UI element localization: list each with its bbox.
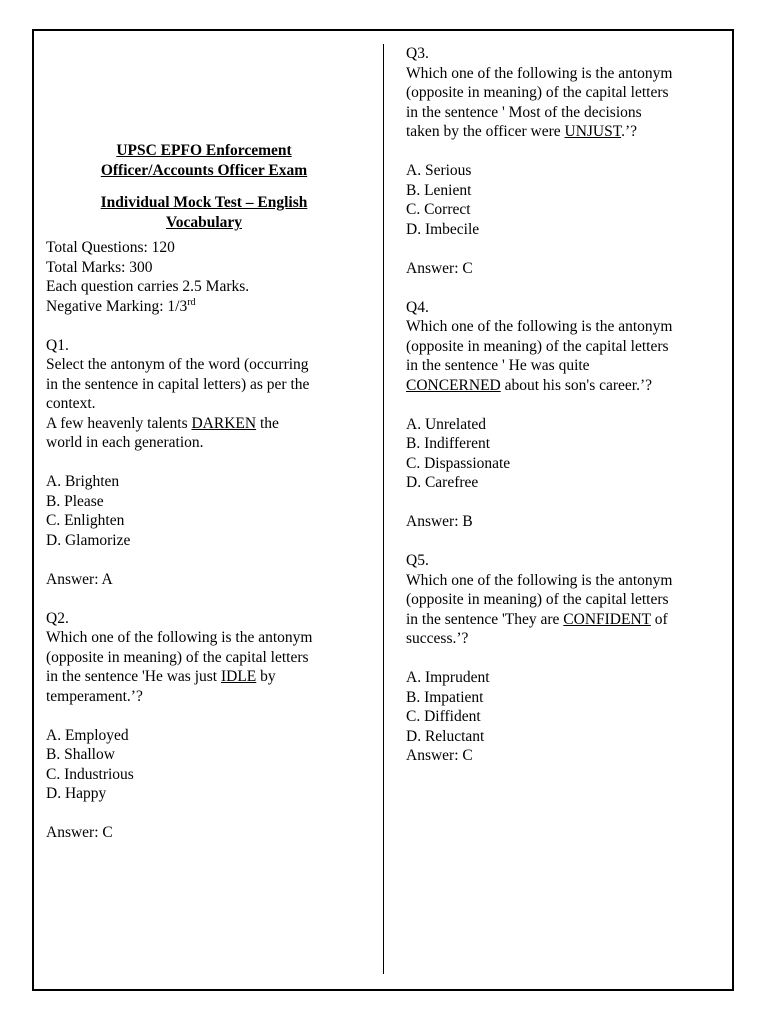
question-5: Q5. Which one of the following is the antonym (opposite in meaning) of the capital letters in the sentence 'They are CONFIDENT of success.’? A. Imprudent B. Impatient C. Diffident D. Reluctant Answer: C bbox=[406, 551, 722, 766]
answer: Answer: B bbox=[406, 513, 473, 530]
option: D. Carefree bbox=[406, 474, 479, 491]
right-column bbox=[406, 44, 722, 766]
target-word: IDLE bbox=[220, 668, 257, 685]
question-label: Q3. bbox=[406, 45, 429, 62]
answer: Answer: C bbox=[46, 824, 113, 841]
negative-marking: Negative Marking: 1/3rd bbox=[46, 296, 196, 315]
question-label: Q1. bbox=[46, 336, 69, 354]
option: A. Brighten bbox=[46, 473, 120, 490]
option: A. Imprudent bbox=[406, 669, 490, 686]
question-3: Q3. Which one of the following is the antonym (opposite in meaning) of the capital letters in the sentence ' Most of the decisions taken by the officer were UNJUST.’? A. Serious B. Lenient C. Correct D. Imbecile Answer: C bbox=[406, 44, 722, 278]
answer: Answer: C bbox=[406, 747, 473, 764]
option: B. Lenient bbox=[406, 181, 472, 199]
option: A. Employed bbox=[46, 726, 129, 744]
option: D. Imbecile bbox=[406, 220, 480, 238]
question-label: Q2. bbox=[46, 609, 69, 627]
option: B. Shallow bbox=[46, 746, 115, 763]
left-column bbox=[46, 141, 362, 843]
marks-per-question: Each question carries 2.5 Marks. bbox=[46, 278, 250, 295]
question-label: Q5. bbox=[406, 552, 429, 569]
option: C. Diffident bbox=[406, 708, 481, 725]
option: C. Enlighten bbox=[46, 512, 125, 529]
column-divider bbox=[383, 44, 384, 974]
question-4: Q4. Which one of the following is the antonym (opposite in meaning) of the capital letters in the sentence ' He was quite CONCERNED about his son's career.’? A. Unrelated B. Indifferent C. Dispassionate D. Carefree Answer: B bbox=[406, 298, 722, 532]
target-word: DARKEN bbox=[191, 414, 257, 432]
answer: Answer: A bbox=[46, 570, 113, 588]
target-word: UNJUST bbox=[564, 123, 622, 140]
test-info bbox=[46, 238, 362, 316]
option: B. Please bbox=[46, 492, 104, 510]
option: C. Industrious bbox=[46, 765, 134, 783]
target-word: CONCERNED bbox=[406, 376, 501, 394]
test-subtitle: Individual Mock Test – English Vocabulary bbox=[100, 194, 308, 231]
option: D. Reluctant bbox=[406, 727, 485, 745]
total-marks: Total Marks: 300 bbox=[46, 258, 153, 276]
question-2: Q2. Which one of the following is the antonym (opposite in meaning) of the capital letters in the sentence 'He was just IDLE by temperament.’? A. Employed B. Shallow C. Industrious D. Happy Answer: C bbox=[46, 609, 362, 843]
total-questions: Total Questions: 120 bbox=[46, 239, 175, 256]
question-1: Q1. Select the antonym of the word (occurring in the sentence in capital letters) as per the context. A few heavenly talents DARKEN the world in each generation. A. Brighten B. Please C. Enlighten D. Glamorize Answer: A bbox=[46, 336, 362, 590]
option: B. Indifferent bbox=[406, 435, 491, 452]
option: C. Correct bbox=[406, 201, 471, 218]
option: B. Impatient bbox=[406, 688, 484, 706]
answer: Answer: C bbox=[406, 259, 473, 277]
exam-title: UPSC EPFO Enforcement Officer/Accounts Officer Exam bbox=[100, 142, 308, 179]
option: A. Serious bbox=[406, 162, 472, 179]
option: D. Happy bbox=[46, 785, 107, 802]
option: C. Dispassionate bbox=[406, 454, 511, 472]
target-word: CONFIDENT bbox=[563, 610, 651, 628]
question-label: Q4. bbox=[406, 298, 429, 316]
option: D. Glamorize bbox=[46, 531, 131, 549]
option: A. Unrelated bbox=[406, 415, 487, 433]
